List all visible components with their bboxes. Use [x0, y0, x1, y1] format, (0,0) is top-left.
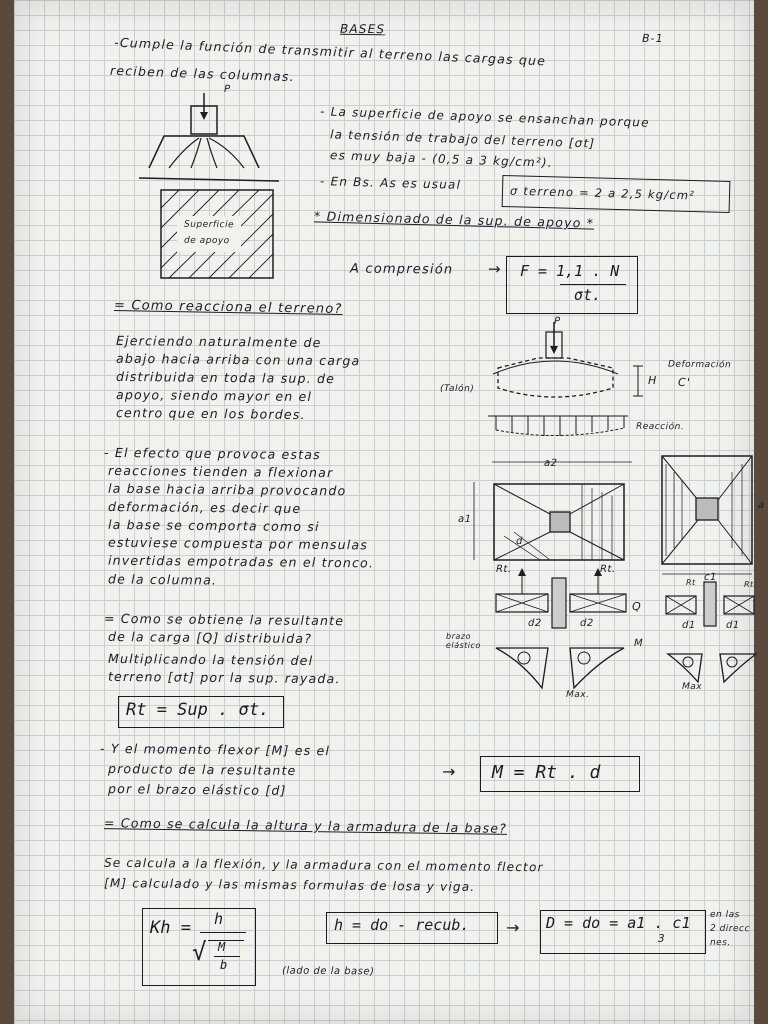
notebook-page: [14, 0, 765, 1024]
note-right-3: es muy baja - (0,5 a 3 kg/cm²).: [329, 148, 554, 170]
deformation-diagram: [468, 315, 708, 438]
note-right-1: - La superficie de apoyo se ensanchan porque: [319, 104, 650, 130]
area-label-1: Superficie: [183, 219, 235, 231]
efecto-line-8: de la columna.: [107, 571, 218, 588]
efecto-line-6: estuviese compuesta por mensulas: [107, 534, 369, 553]
dim-c1: c1: [703, 571, 717, 584]
page-code: B-1: [641, 31, 664, 46]
page-title: BASES: [339, 21, 386, 37]
formula-kh-sqrt-bar: [208, 940, 244, 941]
formula-kh: Kh =: [150, 918, 191, 938]
dimensioning-heading: * Dimensionado de la sup. de apoyo *: [313, 208, 595, 231]
h-label: H: [647, 373, 658, 388]
formula-m: M = Rt . d: [492, 762, 601, 783]
formula-h-arrow: →: [505, 917, 521, 938]
altura-line-2: [M] calculado y las mismas formulas de losa y viga.: [103, 876, 476, 894]
area-label-2: de apoyo: [183, 235, 230, 247]
note-right-4: - En Bs. As es usual: [319, 174, 462, 192]
reacciona-line-2: abajo hacia arriba con una carga: [115, 350, 361, 369]
formula-kh-inner-line: [214, 956, 240, 957]
heading-altura: = Como se calcula la altura y la armadura de la base?: [103, 815, 508, 836]
formula-d: D = do = a1 . c1: [546, 914, 691, 932]
resultante-line-1: = Como se obtiene la resultante: [103, 610, 345, 629]
formula-kh-sqrt: √: [192, 938, 207, 966]
momento-line-3: por el brazo elástico [d]: [107, 781, 287, 798]
formula-d-denominator: 3: [658, 932, 665, 945]
formula-kh-fraction-line: [200, 932, 246, 933]
heel-label: (Talón): [439, 383, 475, 395]
efecto-line-7: invertidas empotradas en el tronco.: [107, 552, 375, 571]
altura-line-1: Se calcula a la flexión, y la armadura con el momento flector: [103, 855, 544, 875]
dim-a: a: [757, 499, 765, 512]
efecto-line-4: deformación, es decir que: [107, 498, 302, 517]
formula-f: F = 1,1 . N: [520, 262, 620, 280]
direction-note-1: en las: [709, 909, 740, 921]
brazo-label: brazo elástico: [445, 631, 481, 651]
formula-kh-numerator: h: [214, 910, 224, 928]
efecto-line-2: reacciones tienden a flexionar: [107, 462, 334, 481]
compression-arrow: →: [487, 259, 502, 279]
formula-kh-den-top: M: [218, 940, 226, 954]
dim-a2: a2: [543, 457, 558, 470]
resultante-line-2: de la carga [Q] distribuida?: [107, 628, 313, 647]
note-right-2: la tensión de trabajo del terreno [σt]: [329, 127, 596, 151]
efecto-line-1: - El efecto que provoca estas: [103, 444, 321, 463]
dim-d1-1: d1: [681, 619, 696, 632]
momento-line-1: - Y el momento flexor [M] es el: [99, 740, 331, 759]
momento-arrow: →: [441, 761, 457, 782]
load-label-p2: P: [553, 315, 562, 328]
deformation-label: Deformación: [667, 359, 732, 371]
dim-d: d: [515, 535, 523, 548]
dim-d2-2: d2: [579, 617, 594, 630]
rt-label-2: Rt.: [599, 563, 616, 576]
reaction-label: Reacción.: [635, 421, 685, 433]
intro-line-1: -Cumple la función de transmitir al terreno las cargas que: [113, 34, 547, 69]
direction-note-2: 2 direcc: [709, 923, 750, 935]
compression-label: A compresión: [349, 261, 454, 278]
rt-label-3: Rt: [685, 577, 696, 588]
momento-line-2: producto de la resultante: [107, 761, 297, 778]
formula-h: h = do - recub.: [334, 916, 470, 934]
max-label-2: Max: [681, 681, 703, 693]
dim-d1-2: d1: [725, 619, 740, 632]
rt-label-1: Rt.: [495, 563, 512, 576]
load-label-p: P: [223, 83, 232, 96]
resultante-line-3: Multiplicando la tensión del: [107, 650, 314, 669]
dim-d2-1: d2: [527, 617, 542, 630]
efecto-line-5: la base se comporta como si: [107, 516, 320, 535]
formula-rt: Rt = Sup . σt.: [126, 700, 270, 720]
reacciona-line-1: Ejerciendo naturalmente de: [115, 332, 322, 351]
footing-section-diagram: [139, 88, 289, 278]
efecto-line-3: la base hacia arriba provocando: [107, 480, 347, 499]
q-label: Q: [631, 599, 642, 614]
m-label: M: [633, 637, 644, 650]
resultante-line-4: terreno [σt] por la sup. rayada.: [107, 668, 341, 687]
side-of-base-note: (lado de la base): [281, 965, 375, 978]
formula-kh-den-bot: b: [220, 958, 228, 972]
reacciona-line-5: centro que en los bordes.: [115, 405, 306, 422]
max-label-1: Max.: [565, 689, 590, 701]
reacciona-line-4: apoyo, siendo mayor en el: [115, 386, 313, 405]
soil-stress-value: σ terreno = 2 a 2,5 kg/cm²: [509, 183, 696, 203]
formula-f-fraction-line: [560, 284, 626, 285]
rt-label-4: Rt.: [743, 579, 757, 590]
intro-line-2: reciben de las columnas.: [109, 62, 296, 85]
dim-a1: a1: [457, 513, 472, 526]
reacciona-line-3: distribuida en toda la sup. de: [115, 368, 336, 387]
formula-f-denominator: σt.: [574, 286, 602, 304]
heading-reacciona: = Como reacciona el terreno?: [113, 298, 343, 317]
direction-note-3: nes.: [709, 937, 731, 949]
c-label: C': [677, 375, 692, 390]
